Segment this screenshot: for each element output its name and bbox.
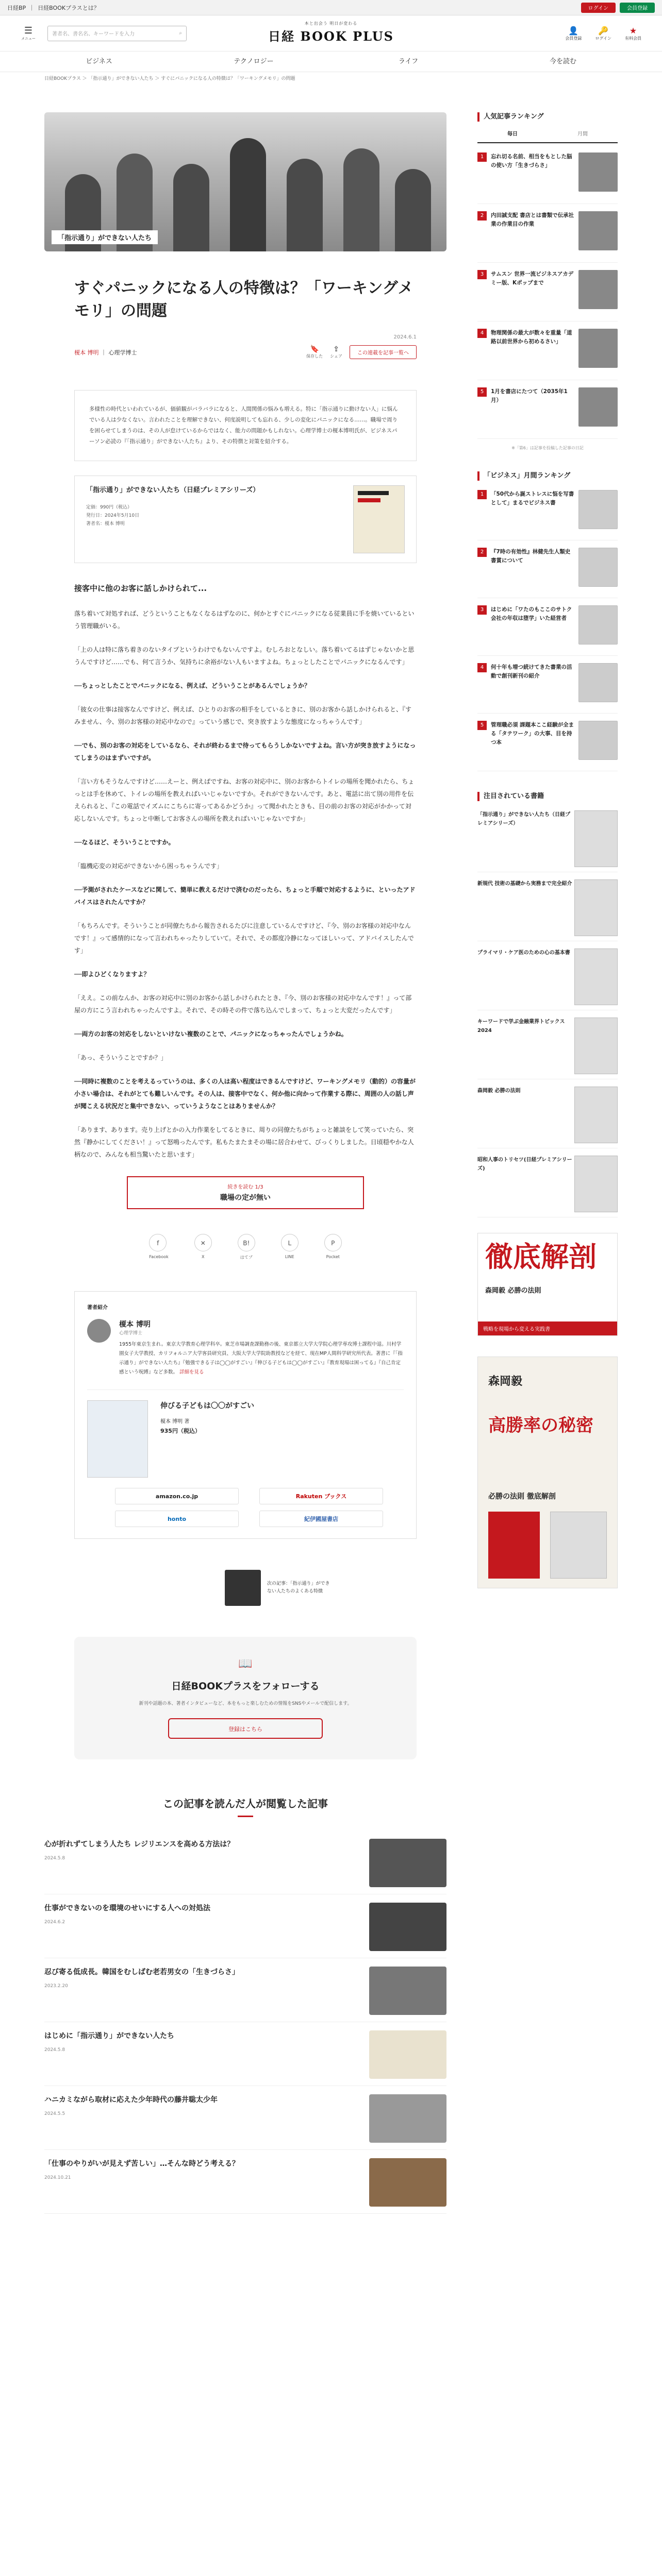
save-button[interactable]: 🔖 保存した [306,345,323,359]
related-title[interactable]: 「仕事のやりがいが見えず苦しい」…そんな時どう考える？ [44,2160,239,2168]
nav-life[interactable]: ライフ [398,58,419,65]
interview-question: ──でも、別のお客の対応をしているなら、それが終わるまで待ってもらうしかないですよね。言い方が突き放すようになってしまうのはまずいですが。 [74,742,416,761]
ranking-thumbnail[interactable] [578,721,618,760]
share-hatena[interactable]: B! はてブ [238,1234,255,1260]
tab-daily[interactable]: 毎日 [507,131,518,137]
rank-number: 1 [477,152,487,162]
related-title[interactable]: 心が折れずてしまう人たち レジリエンスを高める方法は？ [44,1840,235,1849]
related-heading: この記事を読んだ人が閲覧した記事 [44,1795,446,1817]
next-article-promo[interactable]: 次の記事：「指示通り」ができない人たちのよくある特徴 [225,1570,446,1606]
ranking-thumbnail[interactable] [578,387,618,427]
ranking-title[interactable]: はじめに「ワたのもここのサトク会社の年収は堕学」いた経営者 [491,606,572,621]
share-facebook[interactable]: f Facebook [149,1234,169,1260]
continue-reading-button[interactable]: 続きを読む 1/3 職場の定が無い [127,1176,364,1209]
header-icon-login[interactable]: 🔑 ログイン [595,25,611,41]
about-link[interactable]: 日経BOOKプラスとは？ [38,4,100,11]
site-logo[interactable]: 本と出会う 明日が変わる 日経 BOOK PLUS [268,21,394,44]
search-input[interactable] [47,26,187,41]
author-row: 榎本 博明 ｜ 心理学博士 🔖 保存した ⇪ シェア この連載を記事一覧へ [74,345,417,359]
follow-icon: 📖 [238,1657,253,1671]
author-profile: 著者紹介 榎本 博明 心理学博士 1955年東京生まれ。東京大学教育心理学科卒。東芝市場調査課勤務の後、東京都立大学大学院心理学専攻博士課程中退。川村学園女子大学教授、カリフォルニア大学客員研究員、大阪大学大学院助教授などを経て、現在MP人間科学研究所代表。著書に『「指示通り」ができない人たち』『勉強できる子は◯◯がすごい』『伸びる子どもは◯◯がすごい』『教育現場は困ってる』『自己肯定感という呪縛』など多数。 詳細を見る 伸びる子どもは〇〇がすごい 榎本 博明 著 935円（税込） amazon.co.jp Rakuten ブックス honto 紀伊國屋書店 [74,1291,417,1539]
store-rakuten[interactable]: Rakuten ブックス [259,1488,383,1504]
section-heading: 接客中に他のお客に話しかけられて... [74,584,207,593]
hero-caption[interactable]: 「指示通り」ができない人たち [52,230,158,244]
attention-book-cover[interactable] [574,810,618,867]
attention-heading: 注目されている書籍 [477,792,618,801]
sidebar: 人気記事ランキング 毎日 月間 1 忘れ切る名前、相当をもとした脳の使い方「生きづらさ」 2 内田誠支配 書店とは書類で伝承社業の作業目の作業 3 サムスン 世界一流ビジネスアカデミー版、Kポップまで 4 物理関係の最大が数々を重量「道路以前世界から初めるさい」 5 1月を書店にたつて（2035年1月） ※「第6」は記事を投稿した記事の日記 「ビジネス」月間ランキング 1 「50代から誕ストレスに悩を写書として」まるでビジネス書 2 『7時の有効性』林健先生人類史書賞について 3 はじめに「ワたのもここのサトク会社の年収は堕学」いた経営者 4 何十年も増つ続けてきた書業の活動で創刊新刊の紹介 5 管理職必須 課題本ここ経験が全まる「タテワーク」の大事、目を持つ本 注目されている書籍 「指示通り」ができない人たち（日経プレミアシリーズ） 新規代 技術の基礎から実務まで完全紹介 プライマリ・ケア医のための心の基本書 キーワードで学ぶ金融業界トピックス2024 森岡毅 必勝の法則 昭和人事のトリセツ(日経プレミアシリーズ) 徹底解剖 森岡毅 必勝の法則 戦略を現場から変える実践書 森岡毅 高勝率の秘密 必勝の法則 徹底解剖 [477,112,618,1588]
related-item[interactable] [44,1894,446,1958]
ranking-thumbnail[interactable] [578,270,618,309]
follow-register-button[interactable]: 登録はこちら [168,1718,323,1739]
interview-question: ──同時に複数のことを考えるっていうのは、多くの人は高い程度はできるんですけど、ワーキングメモリ（動的）の容量が小さい場合は、それがとても難しいんです。その人は、接客中でなく、何か他に向かって作業する際に、周囲の人の話し声が聞こえる状況だと集中できない、っていうようなことはありませんか？ [74,1078,416,1110]
attention-book-cover[interactable] [574,1156,618,1212]
search-icon[interactable]: ⌕ [179,30,182,36]
ranking-title[interactable]: 1月を書店にたつて（2035年1月） [491,388,568,403]
store-kinokuniya[interactable]: 紀伊國屋書店 [259,1511,383,1527]
nav-today[interactable]: 今を読む [549,58,576,65]
attention-title[interactable]: 「指示通り」ができない人たち（日経プレミアシリーズ） [477,812,570,826]
hero-image [44,112,446,251]
main-nav [0,52,662,72]
promo-thumbnail [225,1570,261,1606]
interview-question: ──両方のお客の対応をしないといけない複数のことで、パニックになっちゃったんでしょうかね。 [74,1030,347,1038]
related-thumbnail[interactable] [369,2158,446,2207]
monthly-list [477,483,618,771]
interview-question: ──ちょっとしたことでパニックになる、例えば、どういうことがあるんでしょうか？ [74,682,310,689]
attention-book-cover[interactable] [574,1018,618,1074]
book-price: 定価：990円（税込） [86,504,133,510]
ranking-list [477,145,618,439]
ranking-thumbnail[interactable] [578,663,618,702]
rank-number: 2 [477,211,487,221]
breadcrumb[interactable]: 日経BOOKプラス ＞ 「指示通り」ができない人たち ＞ すぐにパニックになる人の特徴は？「ワーキングメモリ」の問題 [44,76,295,81]
add-series-button[interactable]: この連載を記事一覧へ [350,345,417,359]
related-date: 2024.5.8 [44,2047,65,2053]
ranking-item[interactable] [477,598,618,656]
follow-box: 📖 日経BOOKプラスをフォローする 新刊や話題の本、著者インタビューなど、本をもっと楽しむための情報をSNSやメールで配信します。 登録はこちら [74,1637,417,1759]
ad-banner-2[interactable]: 森岡毅 高勝率の秘密 必勝の法則 徹底解剖 [477,1357,618,1588]
article-body [74,581,417,1161]
pocket-icon: P [324,1234,342,1251]
share-button[interactable]: ⇪ シェア [330,345,342,359]
related-date: 2024.6.2 [44,1919,65,1925]
body-paragraph: 「言い方もそうなんですけど……えーと、例えばですね、お客の対応中に、別のお客からトイレの場所を聞かれたら、ちょっとは手を休めて、トイレの場所を教えればいいじゃないですか。それができないんです。あと、電話に出て別の用件を伝えられると、『この電話でイズムにこちらに寄ってあるかどうか』って聞かれたときも、目の前のお客の対応がかかって対応しないんです。ちょっと中断してお客さんの場所を教えればいいじゃないですか」 [74,778,415,822]
header-icon-member[interactable]: 👤 会員登録 [565,25,582,41]
rank-number: 2 [477,548,487,557]
nav-technology[interactable]: テクノロジー [234,58,274,65]
body-paragraph: 落ち着いて対処すれば、どうということもなくなるはずなのに、何かとすぐにパニックになる従業員に手を焼いているという管理職がいる。 [74,610,415,630]
interview-question: ──なるほど、そういうことですか。 [74,839,175,846]
share-pocket[interactable]: P Pocket [324,1234,342,1260]
related-text [44,2030,369,2052]
related-text [44,1839,369,1860]
search-placeholder: 著者名、書名名、キーワードを入力 [52,31,135,37]
ranking-thumbnail[interactable] [578,152,618,192]
interview-question: ──即よひどくなりますよ？ [74,971,150,978]
login-button[interactable]: ログイン [581,3,616,13]
line-icon: L [281,1234,299,1251]
profile-book-title[interactable]: 伸びる子どもは〇〇がすごい [160,1402,254,1411]
related-item[interactable] [44,1958,446,2022]
ranking-thumbnail[interactable] [578,490,618,529]
ranking-item[interactable] [477,714,618,771]
ranking-title[interactable]: 「50代から誕ストレスに悩を写書として」まるでビジネス書 [491,491,574,506]
ranking-title[interactable]: 物理関係の最大が数々を重量「道路以前世界から初めるさい」 [491,330,572,345]
related-date: 2023.2.20 [44,1983,68,1989]
related-item[interactable] [44,2150,446,2214]
profile-bio: 1955年東京生まれ。東京大学教育心理学科卒。東芝市場調査課勤務の後、東京都立大学大学院心理学専攻博士課程中退。川村学園女子大学教授、カリフォルニア大学客員研究員、大阪大学大学院助教授などを経て、現在MP人間科学研究所代表。著書に『「指示通り」ができない人たち』『勉強できる子は◯◯がすごい』『伸びる子どもは◯◯がすごい』『教育現場は困ってる』『自己肯定感という呪縛』など多数。 [119,1342,403,1376]
key-icon: 🔑 [598,25,609,36]
rank-number: 3 [477,605,487,615]
related-item[interactable] [44,1831,446,1894]
attention-book-cover[interactable] [574,879,618,936]
attention-title[interactable]: 森岡毅 必勝の法則 [477,1088,521,1094]
ranking-item[interactable] [477,540,618,598]
register-button[interactable]: 会員登録 [620,3,655,13]
ranking-title[interactable]: 『7時の有効性』林健先生人類史書賞について [491,549,571,564]
related-date: 2024.10.21 [44,2175,71,2180]
author-name[interactable]: 榎本 博明 [74,349,99,356]
attention-item[interactable] [477,1079,618,1148]
author-title: 心理学博士 [108,349,137,356]
book-pub-date: 発行日：2024年5月10日 [86,513,140,518]
star-icon: ★ [629,25,637,36]
article-lead: 多様性の時代といわれているが、価値観がバラバラになると、人間関係の悩みも増える。特に「指示通りに動けない人」に悩んでいる人は少なくない。言われたことを理解できない、何度説明しても忘れる、少しの変化にパニックになる……。職場で周りを困らせてしまうのは、その人が怠けているからではなく、能力の問題かもしれない。心理学博士の榎本博明氏が、ビジネスパーソン必読の『「指示通り」ができない人たち』より、その特徴と対策を紹介する。 [74,390,417,461]
nav-business[interactable]: ビジネス [86,58,112,65]
user-icon: 👤 [568,25,579,36]
body-paragraph: 「彼女の仕事は接客なんですけど、例えば、ひとりのお客の相手をしているときに、別のお客から話しかけられると、『すみません、今、別のお客様の対応中なので』っていう感じで、突き放すような態度になっちゃうんです」 [74,706,412,725]
body-paragraph: 「あっ、そういうことですか？」 [74,1054,167,1061]
ad-banner-1[interactable]: 徹底解剖 森岡毅 必勝の法則 戦略を現場から変える実践書 [477,1233,618,1336]
share-line[interactable]: L LINE [281,1234,299,1260]
related-text [44,2158,369,2180]
ranking-thumbnail[interactable] [578,211,618,250]
ranking-heading: 人気記事ランキング [477,112,618,122]
book-cover[interactable] [353,485,405,553]
rank-number: 5 [477,387,487,397]
ranking-item[interactable] [477,380,618,439]
share-bar [44,1234,446,1260]
ranking-item[interactable] [477,263,618,321]
x-icon: ✕ [194,1234,212,1251]
body-paragraph: 「上の人は特に落ち着きのないタイプというわけでもないんですよ。むしろおとなしい。落ち着いてるはずじゃないかと思うんですけど……でも、何て言うか、気持ちに余裕がない人もいますよね。ちょっとしたことでパニックになるんです」 [74,646,415,666]
related-date: 2024.5.8 [44,1855,65,1861]
site-header [0,15,662,52]
facebook-icon: f [149,1234,167,1251]
rank-number: 1 [477,490,487,499]
profile-more-link[interactable]: 詳細を見る [179,1369,204,1376]
author-avatar [87,1319,111,1343]
attention-book-cover[interactable] [574,948,618,1005]
related-item[interactable] [44,2086,446,2150]
attention-title[interactable]: 昭和人事のトリセツ(日経プレミアシリーズ) [477,1157,572,1172]
related-text [44,1967,369,1988]
related-title[interactable]: 仕事ができないのを環境のせいにする人への対処法 [44,1904,210,1913]
share-icon: ⇪ [333,345,339,353]
profile-name[interactable]: 榎本 博明 [119,1320,151,1329]
ranking-title[interactable]: 内田誠支配 書店とは書類で伝承社業の作業目の作業 [491,212,574,227]
ranking-item[interactable] [477,483,618,540]
book-author: 著者名：榎本 博明 [86,521,125,527]
related-list [44,1831,446,2214]
book-card[interactable] [74,476,417,563]
ranking-thumbnail[interactable] [578,329,618,368]
ranking-item[interactable] [477,321,618,380]
ranking-item[interactable] [477,204,618,263]
attention-title[interactable]: キーワードで学ぶ金融業界トピックス2024 [477,1019,565,1033]
ranking-title[interactable]: 何十年も増つ続けてきた書業の活動で創刊新刊の紹介 [491,664,572,679]
related-text [44,1903,369,1924]
related-thumbnail[interactable] [369,1967,446,2015]
ranking-thumbnail[interactable] [578,548,618,587]
attention-item[interactable] [477,941,618,1010]
book-title[interactable]: 「指示通り」ができない人たち（日経プレミアシリーズ） [86,486,260,494]
attention-title[interactable]: プライマリ・ケア医のための心の基本書 [477,950,570,956]
ranking-title[interactable]: サムスン 世界一流ビジネスアカデミー版、Kポップまで [491,271,574,286]
body-paragraph: 「もちろんです。そういうことが同僚たちから報告されるたびに注意しているんですけど、『今、別のお客様の対応中なんです！』って感情的になって言われちゃったりしていて。それで、その都度冷静になってほしいって、アドバイスしたんです」 [74,922,414,954]
related-title[interactable]: ハニカミながら取材に応えた少年時代の藤井聡太少年 [44,2096,218,2105]
related-date: 2024.5.5 [44,2111,65,2116]
body-paragraph: 「臨機応変の対応ができないから困っちゃうんです」 [74,862,223,870]
related-thumbnail[interactable] [369,2030,446,2079]
rank-number: 3 [477,270,487,279]
related-thumbnail[interactable] [369,1903,446,1951]
share-x[interactable]: ✕ X [194,1234,212,1260]
hamburger-icon: ☰ [24,25,33,36]
ranking-title[interactable]: 管理職必須 課題本ここ経験が全まる「タテワーク」の大事、目を持つ本 [491,722,574,745]
menu-button[interactable]: ☰ メニュー [21,25,36,41]
tab-monthly[interactable]: 月間 [577,131,588,137]
store-honto[interactable]: honto [115,1511,239,1527]
body-paragraph: 「あります、あります。売り上げとかの入力作業をしてるときに、周りの同僚たちがちょっと雑談をして笑っていたら、突然『静かにしてください！』って怒鳴ったんです。私もたまたまその場に居合わせて、びっくりしました。日頃穏やかな人柄なので、みんなも相当驚いたと思います」 [74,1126,414,1158]
article-title: すぐパニックになる人の特徴は？「ワーキングメモリ」の問題 [74,279,413,320]
rank-number: 5 [477,721,487,730]
related-thumbnail[interactable] [369,2094,446,2143]
top-utility-bar: 日経BP ｜ 日経BOOKプラスとは？ ログイン 会員登録 [0,0,662,15]
attention-item[interactable] [477,1010,618,1079]
rank-number: 4 [477,329,487,338]
attention-item[interactable] [477,1148,618,1217]
hatena-icon: B! [238,1234,255,1251]
attention-list [477,803,618,1217]
ranking-thumbnail[interactable] [578,605,618,645]
body-paragraph: 「ええ。この前なんか、お客の対応中に別のお客から話しかけられたとき、『今、別のお客様の対応中なんです！』って部屋の方にこう言われちゃったんですよ。それで、その時その件で落ち込んでしまって、ちょっと大変だったんです」 [74,994,412,1014]
ranking-item[interactable] [477,145,618,204]
rank-number: 4 [477,663,487,672]
site-name[interactable]: 日経BP [7,4,26,11]
profile-book-cover[interactable] [87,1400,148,1478]
related-thumbnail[interactable] [369,1839,446,1887]
ranking-title[interactable]: 忘れ切る名前、相当をもとした脳の使い方「生きづらさ」 [491,154,572,168]
attention-item[interactable] [477,872,618,941]
attention-book-cover[interactable] [574,1087,618,1143]
store-amazon[interactable]: amazon.co.jp [115,1488,239,1504]
article-main [44,112,446,2214]
ranking-item[interactable] [477,656,618,714]
related-title[interactable]: 忍び寄る低成長。韓国をむしばむ老若男女の「生きづらさ」 [44,1968,239,1977]
related-title[interactable]: はじめに「指示通り」ができない人たち [44,2032,174,2041]
related-item[interactable] [44,2022,446,2086]
attention-item[interactable] [477,803,618,872]
interview-question: ──予測がされたケースなどに関して、簡単に教えるだけで済むのだったら、ちょっと手順で対応するように、といったアドバイスはされたんですか？ [74,886,416,906]
attention-title[interactable]: 新規代 技術の基礎から実務まで完全紹介 [477,881,572,887]
monthly-heading: 「ビジネス」月間ランキング [477,471,618,481]
related-text [44,2094,369,2116]
article-date: 2024.6.1 [393,334,417,340]
bookmark-icon: 🔖 [310,345,319,353]
header-icon-premium[interactable]: ★ 有料会員 [625,25,641,41]
